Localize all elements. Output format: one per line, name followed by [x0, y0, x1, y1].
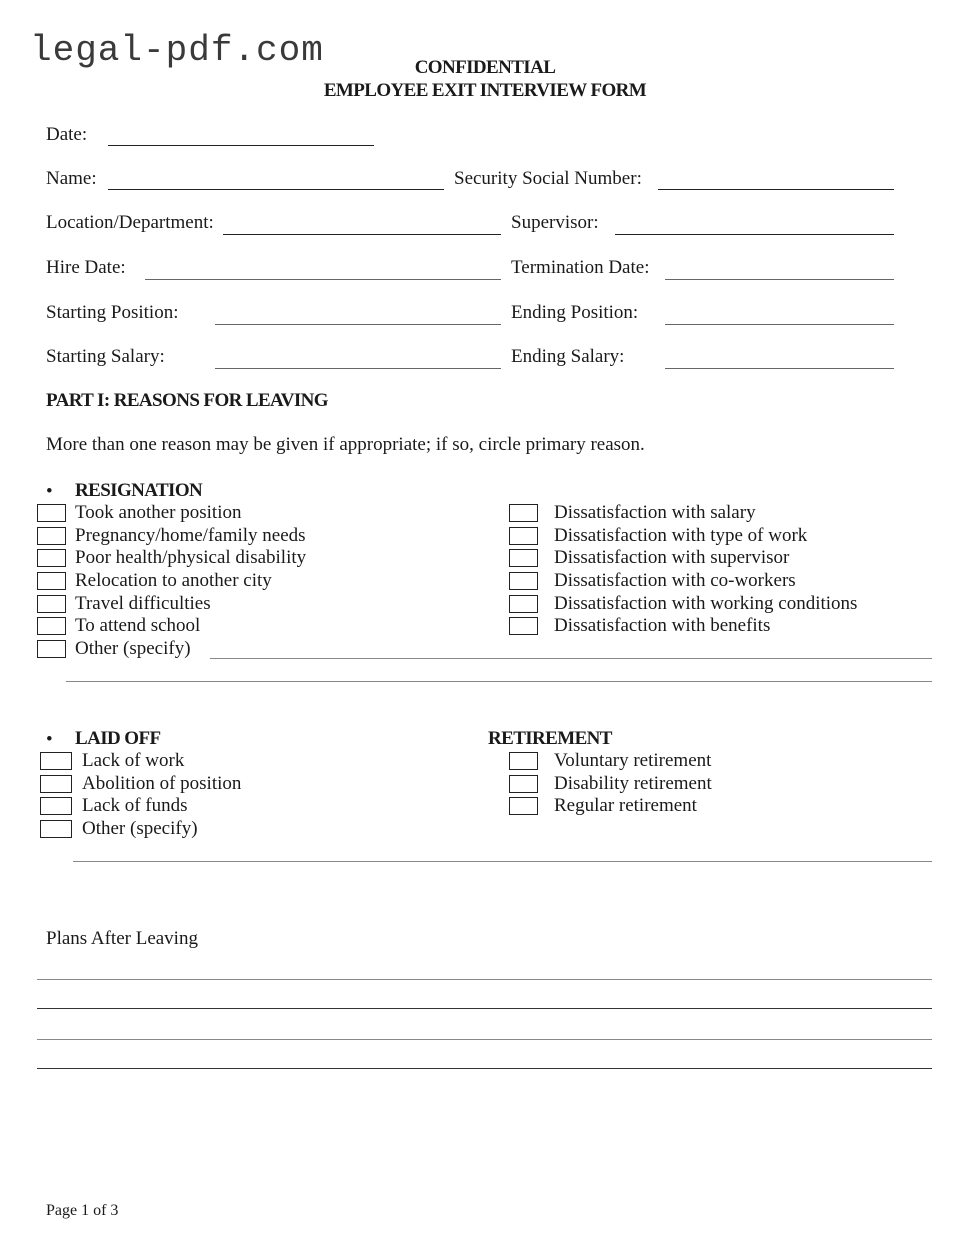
starting-position-field[interactable] [215, 322, 501, 325]
ssn-field[interactable] [658, 187, 894, 190]
checkbox[interactable] [509, 797, 538, 815]
date-field[interactable] [108, 143, 374, 146]
checkbox[interactable] [40, 752, 72, 770]
plans-line-2[interactable] [37, 1008, 932, 1009]
option-label: Dissatisfaction with benefits [554, 615, 771, 637]
part1-instruction: More than one reason may be given if appropriate; if so, circle primary reason. [46, 434, 645, 455]
option-label: Disability retirement [554, 772, 712, 794]
option-label: Took another position [75, 502, 242, 523]
ending-salary-label: Ending Salary: [511, 346, 625, 367]
starting-position-label: Starting Position: [46, 302, 179, 323]
option-label: Lack of work [82, 750, 185, 771]
laid-off-other-specify-line[interactable] [73, 861, 932, 862]
option-label: Other (specify) [82, 818, 198, 840]
date-label: Date: [46, 124, 88, 145]
option-label: Travel difficulties [75, 592, 211, 614]
plans-line-1[interactable] [37, 979, 932, 980]
checkbox[interactable] [37, 595, 66, 613]
checkbox[interactable] [40, 820, 72, 838]
part1-heading-suffix: : REASONS FOR LEAVING [103, 390, 328, 411]
checkbox[interactable] [37, 527, 66, 545]
option-label: Lack of funds [82, 795, 188, 817]
checkbox[interactable] [509, 752, 538, 770]
checkbox[interactable] [37, 504, 66, 522]
form-title-confidential: CONFIDENTIAL [414, 57, 556, 78]
checkbox[interactable] [509, 572, 538, 590]
location-label: Location/Department: [46, 212, 214, 233]
starting-salary-field[interactable] [215, 366, 501, 369]
option-label: Pregnancy/home/family needs [75, 524, 306, 546]
page-number: Page 1 of 3 [46, 1202, 119, 1219]
ending-position-field[interactable] [665, 322, 894, 325]
form-title: EMPLOYEE EXIT INTERVIEW FORM [323, 80, 647, 101]
checkbox[interactable] [509, 549, 538, 567]
option-label: Dissatisfaction with working conditions [554, 592, 858, 614]
resignation-other-specify-line[interactable] [210, 658, 932, 659]
option-label: Dissatisfaction with type of work [554, 524, 808, 546]
plans-line-4[interactable] [37, 1068, 932, 1069]
laid-off-bullet: • [46, 729, 53, 750]
retirement-heading: RETIREMENT [488, 728, 612, 749]
name-label: Name: [46, 168, 97, 189]
option-label: Dissatisfaction with supervisor [554, 547, 790, 569]
hire-date-label: Hire Date: [46, 257, 126, 278]
option-label: Poor health/physical disability [75, 547, 307, 569]
resignation-heading: RESIGNATION [75, 480, 203, 501]
option-label: To attend school [75, 615, 201, 637]
checkbox[interactable] [509, 504, 538, 522]
option-label: Regular retirement [554, 795, 697, 817]
supervisor-field[interactable] [615, 232, 894, 235]
checkbox[interactable] [509, 595, 538, 613]
hire-date-field[interactable] [145, 277, 501, 280]
location-field[interactable] [223, 232, 501, 235]
supervisor-label: Supervisor: [511, 212, 599, 233]
checkbox[interactable] [40, 797, 72, 815]
plans-line-3[interactable] [37, 1039, 932, 1040]
termination-date-field[interactable] [665, 277, 894, 280]
option-label: Dissatisfaction with co-workers [554, 570, 796, 592]
watermark: legal-pdf.com [30, 30, 324, 71]
option-label: Abolition of position [82, 772, 242, 794]
checkbox[interactable] [37, 640, 66, 658]
termination-date-label: Termination Date: [511, 257, 650, 278]
plans-after-leaving-label: Plans After Leaving [46, 928, 198, 949]
checkbox[interactable] [509, 527, 538, 545]
resignation-other-continuation-line[interactable] [66, 681, 932, 682]
checkbox[interactable] [40, 775, 72, 793]
ssn-label: Security Social Number: [454, 168, 642, 189]
ending-position-label: Ending Position: [511, 302, 639, 323]
checkbox[interactable] [509, 775, 538, 793]
checkbox[interactable] [509, 617, 538, 635]
laid-off-heading: LAID OFF [75, 728, 161, 749]
name-field[interactable] [108, 187, 444, 190]
option-label: Dissatisfaction with salary [554, 502, 756, 523]
option-label: Relocation to another city [75, 570, 272, 592]
option-label: Other (specify) [75, 638, 191, 660]
resignation-bullet: • [46, 481, 53, 502]
checkbox[interactable] [37, 549, 66, 567]
checkbox[interactable] [37, 617, 66, 635]
ending-salary-field[interactable] [665, 366, 894, 369]
checkbox[interactable] [37, 572, 66, 590]
part1-heading [46, 390, 328, 412]
starting-salary-label: Starting Salary: [46, 346, 165, 367]
part1-heading-prefix: PART I [46, 390, 104, 411]
option-label: Voluntary retirement [554, 750, 712, 771]
